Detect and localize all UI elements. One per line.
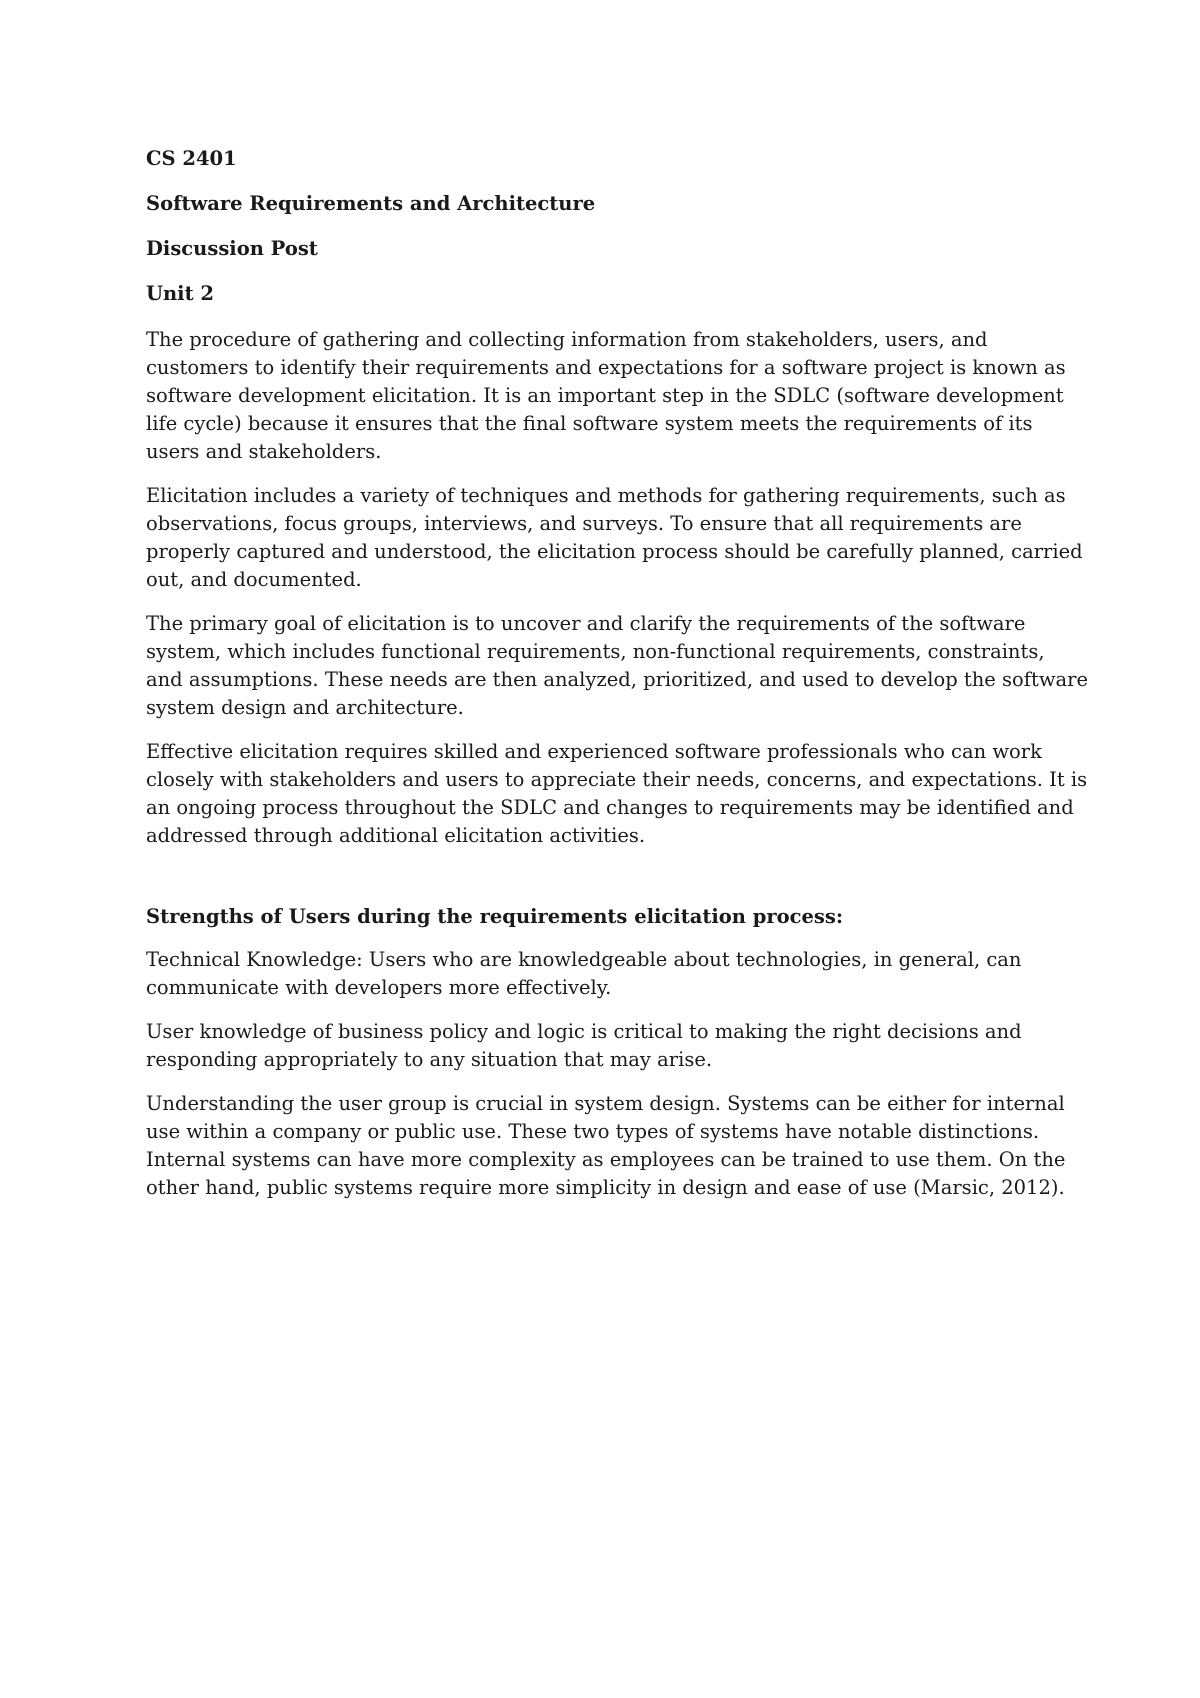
text-line: software development elicitation. It is an important step in the SDLC (software development xyxy=(146,384,1064,407)
text-line: Elicitation includes a variety of techniques and methods for gathering requirements, such as xyxy=(146,484,1066,507)
text-line: system, which includes functional requirements, non-functional requirements, constraints, xyxy=(146,640,1045,663)
text-line: and assumptions. These needs are then analyzed, prioritized, and used to develop the software xyxy=(146,668,1089,691)
text-line: responding appropriately to any situation that may arise. xyxy=(146,1048,713,1071)
text-line: users and stakeholders. xyxy=(146,440,382,463)
text-line: system design and architecture. xyxy=(146,696,464,719)
text-line: addressed through additional elicitation activities. xyxy=(146,824,646,847)
text-line: communicate with developers more effectively. xyxy=(146,976,612,999)
text-line: Technical Knowledge: Users who are knowledgeable about technologies, in general, can xyxy=(146,948,1022,971)
document-page xyxy=(146,146,1089,1218)
document-type: Discussion Post xyxy=(146,237,318,260)
course-code: CS 2401 xyxy=(146,147,237,170)
text-line: Internal systems can have more complexity as employees can be trained to use them. On the xyxy=(146,1148,1066,1171)
text-line: Understanding the user group is crucial in system design. Systems can be either for internal xyxy=(146,1092,1065,1115)
text-line: Effective elicitation requires skilled and experienced software professionals who can work xyxy=(146,740,1042,763)
unit-label: Unit 2 xyxy=(146,282,214,305)
text-line: The primary goal of elicitation is to uncover and clarify the requirements of the software xyxy=(146,612,1026,635)
text-line: User knowledge of business policy and logic is critical to making the right decisions and xyxy=(146,1020,1022,1043)
paragraph-user-group xyxy=(146,1090,1076,1202)
text-line: out, and documented. xyxy=(146,568,362,591)
course-title: Software Requirements and Architecture xyxy=(146,192,596,215)
text-line: other hand, public systems require more simplicity in design and ease of use (Marsic, 2012). xyxy=(146,1176,1065,1199)
section-spacer xyxy=(146,866,1076,904)
paragraph-business-knowledge xyxy=(146,1018,1076,1074)
text-line: properly captured and understood, the elicitation process should be carefully planned, carried xyxy=(146,540,1083,563)
text-line: The procedure of gathering and collecting information from stakeholders, users, and xyxy=(146,328,988,351)
paragraph-intro xyxy=(146,326,1076,466)
text-line: observations, focus groups, interviews, and surveys. To ensure that all requirements are xyxy=(146,512,1022,535)
text-line: life cycle) because it ensures that the final software system meets the requirements of its xyxy=(146,412,1033,435)
paragraph-technical-knowledge xyxy=(146,946,1076,1002)
text-line: closely with stakeholders and users to appreciate their needs, concerns, and expectations. It is xyxy=(146,768,1088,791)
paragraph-goal xyxy=(146,610,1089,722)
text-line: customers to identify their requirements and expectations for a software project is known as xyxy=(146,356,1066,379)
paragraph-techniques xyxy=(146,482,1083,594)
text-line: an ongoing process throughout the SDLC and changes to requirements may be identified and xyxy=(146,796,1074,819)
paragraph-effective xyxy=(146,738,1088,850)
text-line: use within a company or public use. These two types of systems have notable distinctions. xyxy=(146,1120,1040,1143)
strengths-heading: Strengths of Users during the requirements elicitation process: xyxy=(146,905,844,928)
